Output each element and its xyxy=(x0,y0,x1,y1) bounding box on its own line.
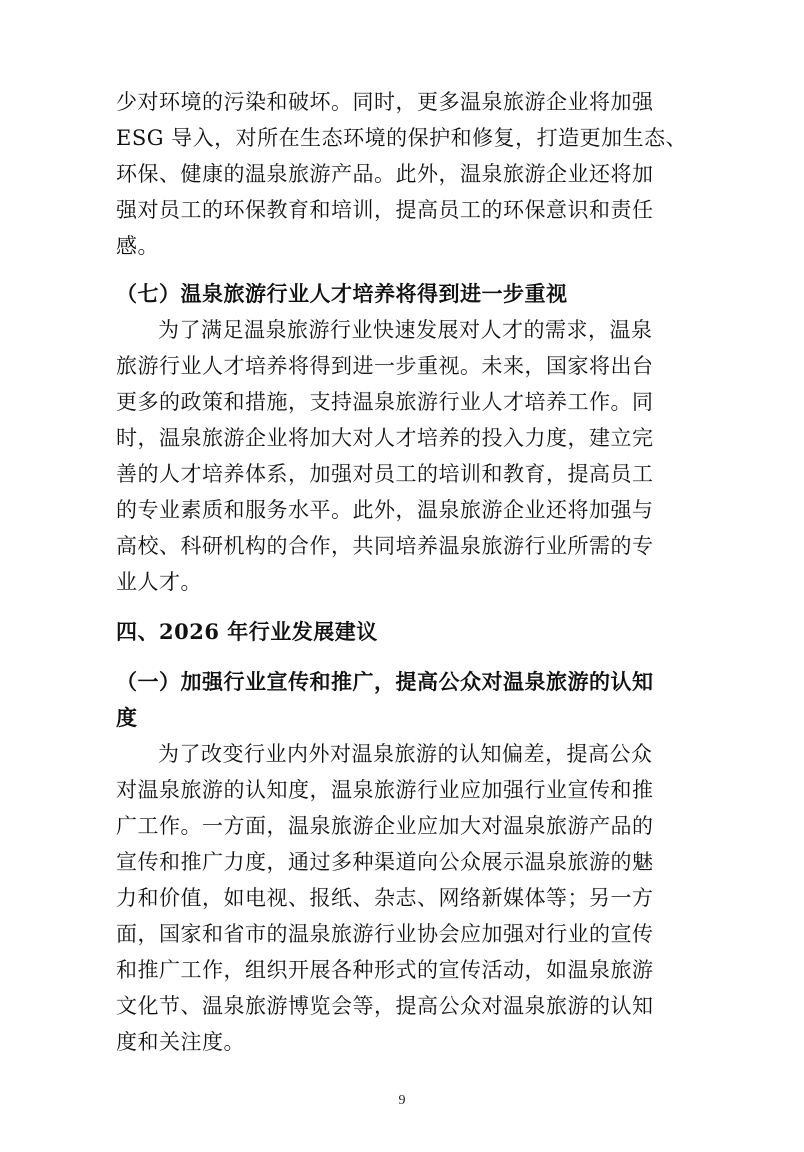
text-line: 为了满足温泉旅游行业快速发展对人才的需求，温泉 xyxy=(158,318,653,342)
section-heading-seven: （七）温泉旅游行业人才培养将得到进一步重视 xyxy=(116,281,568,306)
text-line: ESG 导入，对所在生态环境的保护和修复，打造更加生态、 xyxy=(116,126,688,150)
text-line: 度和关注度。 xyxy=(116,1030,245,1054)
text-line: 环保、健康的温泉旅游产品。此外，温泉旅游企业还将加 xyxy=(116,162,654,186)
text-line: 感。 xyxy=(116,234,159,258)
text-line: 文化节、温泉旅游博览会等，提高公众对温泉旅游的认知 xyxy=(116,994,654,1018)
text-line: 为了改变行业内外对温泉旅游的认知偏差，提高公众 xyxy=(158,742,653,766)
text-line: 力和价值，如电视、报纸、杂志、网络新媒体等；另一方 xyxy=(116,886,654,910)
paragraph-continuation xyxy=(116,84,688,264)
text-line: 广工作。一方面，温泉旅游企业应加大对温泉旅游产品的 xyxy=(116,814,654,838)
text-line: 更多的政策和措施，支持温泉旅游行业人才培养工作。同 xyxy=(116,390,654,414)
text-line: 对温泉旅游的认知度，温泉旅游行业应加强行业宣传和推 xyxy=(116,778,654,802)
text-line: 宣传和推广力度，通过多种渠道向公众展示温泉旅游的魅 xyxy=(116,850,654,874)
section-one-paragraph xyxy=(116,736,682,1060)
section-heading-one xyxy=(116,664,682,736)
page-number: 9 xyxy=(398,1093,406,1108)
text-line: 强对员工的环保教育和培训，提高员工的环保意识和责任 xyxy=(116,198,654,222)
text-line: 业人才。 xyxy=(116,570,202,594)
section-seven-paragraph xyxy=(116,312,682,600)
text-line: 善的人才培养体系，加强对员工的培训和教育，提高员工 xyxy=(116,462,654,486)
section-heading-line: 度 xyxy=(116,705,138,730)
text-line: 少对环境的污染和破坏。同时，更多温泉旅游企业将加强 xyxy=(116,90,654,114)
text-line: 的专业素质和服务水平。此外，温泉旅游企业还将加强与 xyxy=(116,498,654,522)
text-line: 面，国家和省市的温泉旅游行业协会应加强对行业的宣传 xyxy=(116,922,654,946)
text-line: 高校、科研机构的合作，共同培养温泉旅游行业所需的专 xyxy=(116,534,654,558)
text-line: 时，温泉旅游企业将加大对人才培养的投入力度，建立完 xyxy=(116,426,654,450)
text-line: 旅游行业人才培养将得到进一步重视。未来，国家将出台 xyxy=(116,354,654,378)
text-line: 和推广工作，组织开展各种形式的宣传活动，如温泉旅游 xyxy=(116,958,654,982)
section-heading-line: （一）加强行业宣传和推广，提高公众对温泉旅游的认知 xyxy=(116,669,654,694)
document-page xyxy=(116,84,688,1060)
chapter-heading-four: 四、2026 年行业发展建议 xyxy=(116,619,378,644)
